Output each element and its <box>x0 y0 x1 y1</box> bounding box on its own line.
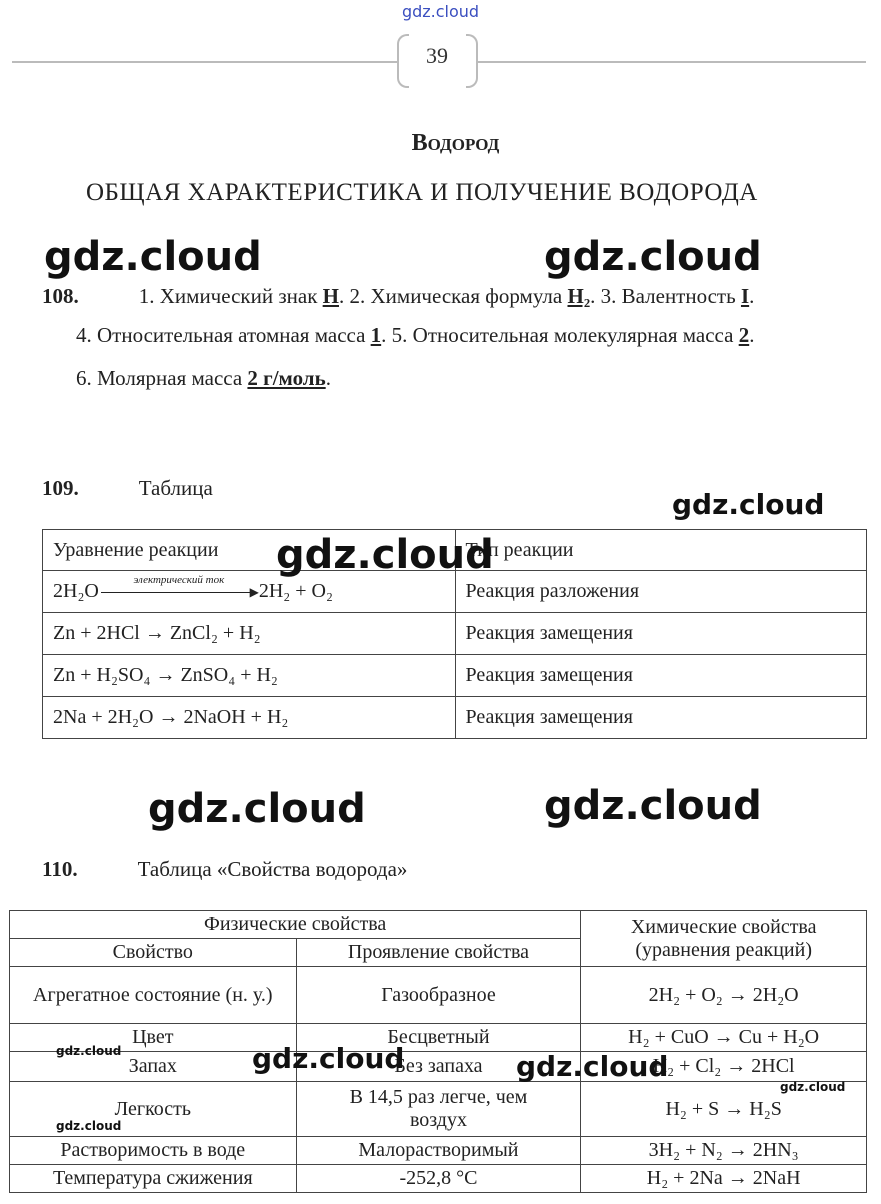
value-cell: В 14,5 раз легче, чем воздух <box>296 1082 581 1137</box>
reaction-cell: H₂ + Cl₂ → 2HCl <box>581 1052 867 1082</box>
watermark: gdz.cloud <box>56 1044 122 1058</box>
table-row <box>10 1137 867 1165</box>
type-cell: Реакция замещения <box>455 613 866 655</box>
header-rule-left <box>12 61 397 63</box>
answer-valence: I <box>740 284 750 308</box>
table-row <box>10 1052 867 1082</box>
type-cell: Реакция замещения <box>455 655 866 697</box>
arrow-label: электрический ток <box>133 574 225 587</box>
answer-molecular-mass: 2 <box>738 323 750 347</box>
task-108-number: 108. <box>42 284 79 308</box>
watermark: gdz.cloud <box>780 1080 846 1094</box>
reaction-arrow: электрический ток ▶ <box>99 582 259 602</box>
equation-cell: Zn + 2HCl → ZnCl₂ + H₂ <box>43 613 456 655</box>
value-cell: Малорастворимый <box>296 1137 581 1165</box>
property-cell: Легкость <box>10 1082 297 1137</box>
header-equation: Уравнение реакции <box>43 530 456 571</box>
watermark: gdz.cloud <box>148 786 366 832</box>
task-108-line-3 <box>76 366 331 391</box>
table-row <box>10 967 867 1024</box>
task-110-heading <box>42 857 407 882</box>
watermark: gdz.cloud <box>544 234 762 280</box>
watermark: gdz.cloud <box>44 234 262 280</box>
property-cell: Температура сжижения <box>10 1165 297 1193</box>
reaction-cell: H₂ + CuO → Cu + H₂O <box>581 1024 867 1052</box>
text: . <box>749 323 755 347</box>
text: 6. Молярная масса <box>76 366 248 390</box>
reaction-cell: 3H₂ + N₂ → 2HN₃ <box>581 1137 867 1165</box>
task-108-line-1 <box>42 284 754 309</box>
watermark: gdz.cloud <box>252 1042 405 1075</box>
task-110-label: Таблица «Свойства водорода» <box>137 857 408 881</box>
reaction-cell: H₂ + 2Na → 2NaH <box>581 1165 867 1193</box>
table-row <box>43 697 867 739</box>
equation-cell: Zn + H₂SO₄ → ZnSO₄ + H₂ <box>43 655 456 697</box>
text: . 3. Валентность <box>590 284 741 308</box>
answer-formula: H₂ <box>567 284 591 308</box>
header-type: Тип реакции <box>455 530 866 571</box>
text: . <box>325 366 331 390</box>
table-row <box>10 1082 867 1137</box>
section-subtitle: ОБЩАЯ ХАРАКТЕРИСТИКА И ПОЛУЧЕНИЕ ВОДОРОДА <box>86 179 758 206</box>
task-110-number: 110. <box>42 857 78 881</box>
task-109-heading <box>42 476 213 501</box>
table-row <box>43 655 867 697</box>
property-cell: Агрегатное состояние (н. у.) <box>10 967 297 1024</box>
watermark: gdz.cloud <box>56 1119 122 1133</box>
text: 4. Относительная атомная масса <box>76 323 371 347</box>
group-physical: Физические свойства <box>10 911 581 939</box>
answer-atomic-mass: 1 <box>370 323 382 347</box>
watermark: gdz.cloud <box>544 783 762 829</box>
value-cell: Бесцветный <box>296 1024 581 1052</box>
equation-right: 2H₂ + O₂ <box>258 580 333 602</box>
table-row <box>10 1024 867 1052</box>
watermark: gdz.cloud <box>276 532 494 578</box>
task-109-label: Таблица <box>138 476 213 500</box>
header-watermark: gdz.cloud <box>401 2 480 21</box>
text: 1. Химический знак <box>138 284 323 308</box>
table-row <box>10 1165 867 1193</box>
page-title: Водород <box>411 130 500 156</box>
text: . <box>749 284 755 308</box>
answer-molar-mass: 2 г/моль <box>247 366 326 390</box>
task-109-number: 109. <box>42 476 79 500</box>
value-cell: Газообразное <box>296 967 581 1024</box>
group-chemical: Химические свойства (уравнения реакций) <box>581 911 867 967</box>
property-cell: Растворимость в воде <box>10 1137 297 1165</box>
header-property: Свойство <box>10 939 297 967</box>
page-number: 39 <box>426 43 448 68</box>
watermark: gdz.cloud <box>516 1050 669 1083</box>
property-cell: Цвет <box>10 1024 297 1052</box>
hydrogen-properties-table <box>9 910 867 1193</box>
type-cell: Реакция замещения <box>455 697 866 739</box>
table-row <box>43 613 867 655</box>
reaction-cell: 2H₂ + O₂ → 2H₂O <box>581 967 867 1024</box>
text: . 2. Химическая формула <box>339 284 568 308</box>
reaction-cell: H₂ + S → H₂S <box>581 1082 867 1137</box>
value-cell: -252,8 °C <box>296 1165 581 1193</box>
header-manifestation: Проявление свойства <box>296 939 581 967</box>
equation-left: 2H₂O <box>53 580 99 602</box>
task-108-line-2 <box>76 323 754 348</box>
answer-symbol: H <box>322 284 339 308</box>
type-cell: Реакция разложения <box>455 571 866 613</box>
equation-cell: 2Na + 2H₂O → 2NaOH + H₂ <box>43 697 456 739</box>
value-cell: Без запаха <box>296 1052 581 1082</box>
watermark: gdz.cloud <box>672 488 825 521</box>
header-rule-right <box>478 61 866 63</box>
table-header-row <box>10 911 867 939</box>
text: . 5. Относительная молекулярная масса <box>381 323 739 347</box>
property-cell: Запах <box>10 1052 297 1082</box>
